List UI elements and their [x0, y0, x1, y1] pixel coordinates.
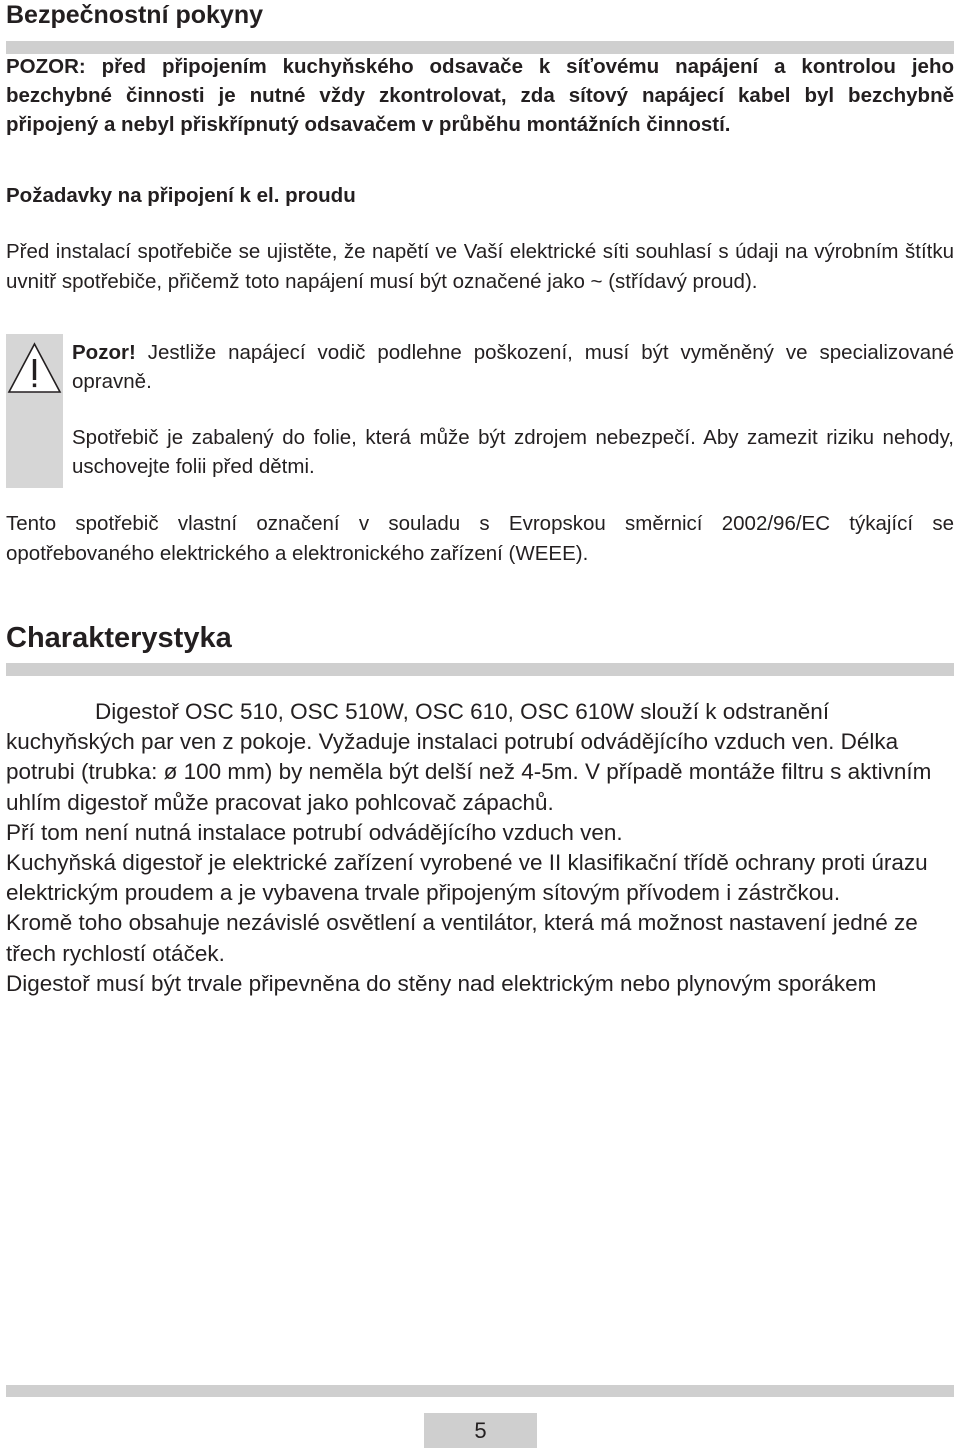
caution-text	[72, 338, 954, 396]
characteristics-paragraph: Kromě toho obsahuje nezávislé osvětlení a ventilátor, která má možnost nastavení jedné ze třech rychlostí otáček.	[6, 910, 918, 966]
safety-title: Bezpečnostní pokyny	[6, 1, 263, 29]
warning-triangle-icon	[6, 340, 63, 396]
foil-warning: Spotřebič je zabalený do folie, která může být zdrojem nebezpečí. Aby zamezit riziku nehody, uschovejte folii před dětmi.	[72, 426, 954, 478]
section-divider	[6, 663, 954, 676]
page-number: 5	[424, 1413, 537, 1448]
characteristics-body	[6, 697, 954, 999]
caution-side-strip	[6, 334, 63, 488]
characteristics-paragraph: Kuchyňská digestoř je elektrické zařízení vyrobené ve II klasifikační třídě ochrany proti úrazu elektrickým proudem a je vybavena trvale připojeným sítovým přívodem i zástrčkou.	[6, 850, 928, 906]
characteristics-paragraph: Digestoř musí být trvale připevněna do stěny nad elektrickým nebo plynovým sporákem	[6, 970, 877, 996]
characteristics-line: Digestoř OSC 510, OSC 510W, OSC 610, OSC 610W slouží k odstranění kuchyňských par ven z pokoje. Vyžaduje instalaci potrubí odvádějícího vzduch ven. Délka potrubi (trubka: ø 100 mm) by neměla být delší než 4-5m. V případě montáže filtru s aktivním uhlím digestoř může pracovat jako pohlcovač zápachů.	[6, 699, 932, 815]
connection-text: Před instalací spotřebiče se ujistěte, že napětí ve Vaší elektrické síti souhlasí s údaji na výrobním štítku uvnitř spotřebiče, přičemž toto napájení musí být označené jako ~ (střídavý proud).	[6, 240, 954, 293]
safety-warning: POZOR: před připojením kuchyňského odsavače k síťovému napájení a kontrolou jeho bezchybné činnosti je nutné vždy zkontrolovat, zda sítový napájecí kabel byl bezchybně připojený a nebyl přiskřípnutý odsavačem v průběhu montážních činností.	[6, 55, 954, 136]
characteristics-paragraph	[6, 697, 954, 818]
footer-divider	[6, 1385, 954, 1397]
characteristics-paragraph: Pří tom není nutná instalace potrubí odvádějícího vzduch ven.	[6, 819, 623, 845]
caution-label: Pozor!	[72, 341, 136, 364]
characteristics-title: Charakterystyka	[6, 622, 232, 654]
weee-text: Tento spotřebič vlastní označení v souladu s Evropskou směrnicí 2002/96/EC týkající se opotřebovaného elektrického a elektronického zařízení (WEEE).	[6, 512, 954, 565]
connection-heading: Požadavky na připojení k el. proudu	[6, 184, 356, 207]
caution-body: Jestliže napájecí vodič podlehne poškození, musí být vyměněný ve specializované opravně.	[72, 341, 954, 393]
caution-note	[6, 334, 954, 488]
